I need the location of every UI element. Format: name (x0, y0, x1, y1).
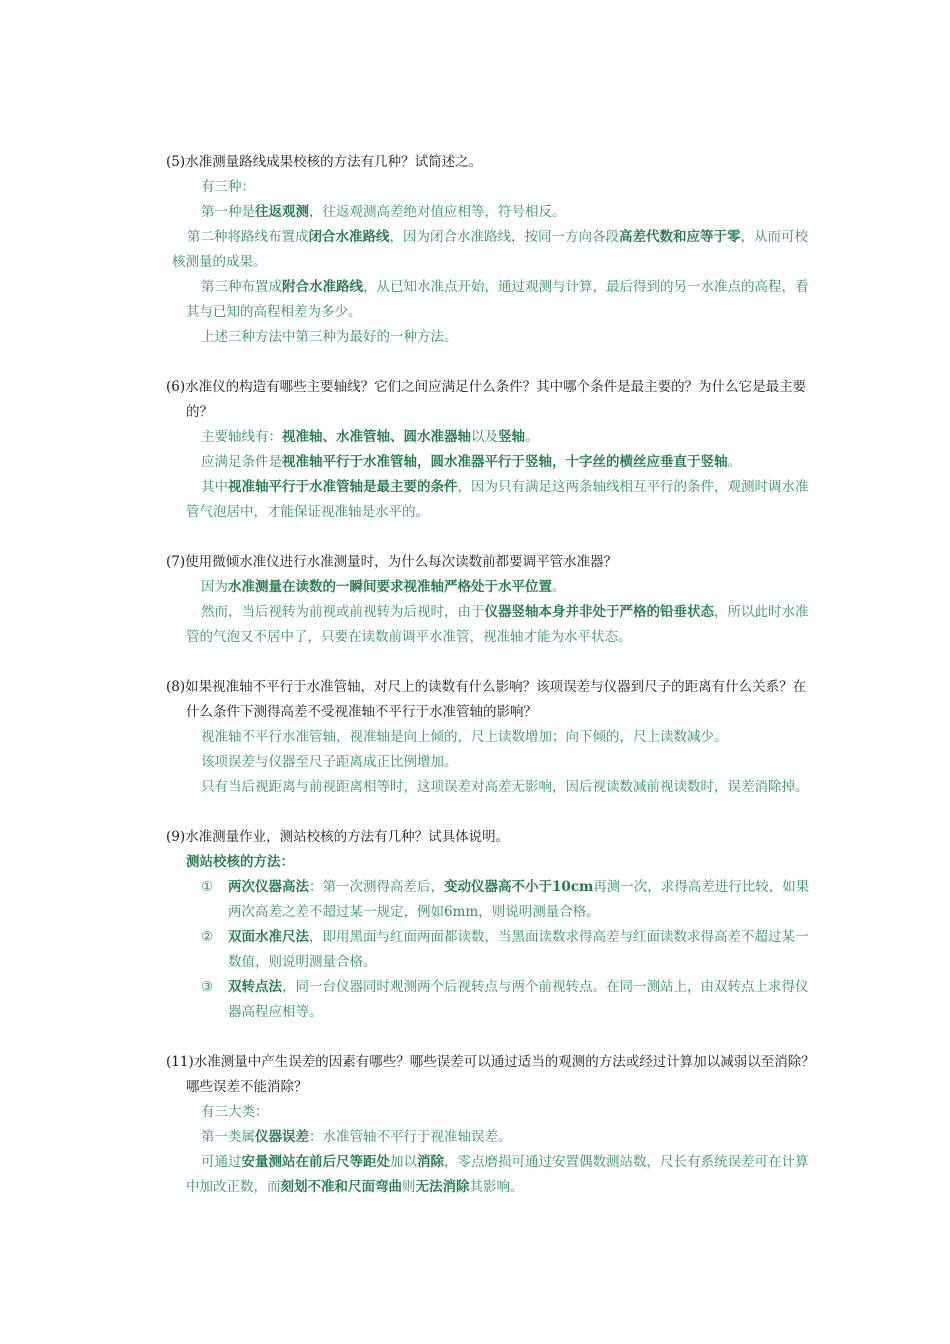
list-item: ② 双面水准尺法，即用黑面与红面两面都读数，当黑面读数求得高差与红面读数求得高差不超过某一数值，则说明测量合格。 (201, 929, 809, 970)
answer-text: 第一种是往返观测，往返观测高差绝对值应相等，符号相反。 (201, 204, 566, 220)
question-5: (5)水准测量路线成果校核的方法有几种？试简述之。 (166, 154, 483, 170)
answer-text: 该项误差与仪器至尺子距离成正比例增加。 (201, 754, 458, 770)
answer-text: 可通过安量测站在前后尺等距处加以消除，零点磨损可通过安置偶数测站数，尺长有系统误差可在计算中加改正数，而刻划不准和尺面弯曲则无法消除其影响。 (186, 1154, 809, 1195)
answer-text: 其中视准轴平行于水准管轴是最主要的条件，因为只有满足这两条轴线相互平行的条件，观测时调水准管气泡居中，才能保证视准轴是水平的。 (186, 479, 809, 520)
answer-text: 第二种将路线布置成闭合水准路线，因为闭合水准路线，按同一方向各段高差代数和应等于零，从而可校核测量的成果。 (172, 229, 808, 270)
list-item: ③ 双转点法，同一台仪器同时观测两个后视转点与两个前视转点。在同一测站上，由双转点上求得仪器高程应相等。 (201, 979, 809, 1020)
question-11: (11)水准测量中产生误差的因素有哪些？哪些误差可以通过适当的观测的方法或经过计算加以减弱以至消除？哪些误差不能消除？ (166, 1054, 815, 1095)
answer-text: 第三种布置成附合水准路线，从已知水准点开始，通过观测与计算，最后得到的另一水准点的高程，看其与已知的高程相差为多少。 (186, 279, 809, 320)
question-6: (6)水准仪的构造有哪些主要轴线？它们之间应满足什么条件？其中哪个条件是最主要的？为什么它是最主要的？ (166, 379, 807, 420)
section-subtitle: 测站校核的方法： (186, 854, 294, 870)
answer-text: 视准轴不平行水准管轴，视准轴是向上倾的，尺上读数增加；向下倾的，尺上读数减少。 (201, 729, 728, 745)
answer-text: 然而，当后视转为前视或前视转为后视时，由于仪器竖轴本身并非处于严格的铅垂状态，所以此时水准管的气泡又不居中了，只要在读数前调平水准管，视准轴才能为水平状态。 (186, 604, 809, 645)
question-8: (8)如果视准轴不平行于水准管轴，对尺上的读数有什么影响？该项误差与仪器到尺子的距离有什么关系？在什么条件下测得高差不受视准轴不平行于水准管轴的影响？ (166, 679, 807, 720)
answer-text: 主要轴线有：视准轴、水准管轴、圆水准器轴以及竖轴。 (201, 429, 539, 445)
answer-text: 有三大类： (201, 1104, 269, 1120)
question-7: (7)使用微倾水准仪进行水准测量时，为什么每次读数前都要调平管水准器？ (166, 554, 618, 570)
answer-text: 应满足条件是视准轴平行于水准管轴，圆水准器平行于竖轴，十字丝的横丝应垂直于竖轴。 (201, 454, 741, 470)
answer-text: 有三种： (201, 179, 255, 195)
answer-text: 第一类属仪器误差：水准管轴不平行于视准轴误差。 (201, 1129, 512, 1145)
answer-text: 只有当后视距离与前视距离相等时，这项误差对高差无影响，因后视读数减前视读数时，误差消除掉。 (201, 779, 809, 795)
question-9: (9)水准测量作业，测站校核的方法有几种？试具体说明。 (166, 829, 510, 845)
list-item: ① 两次仪器高法：第一次测得高差后，变动仪器高不小于10cm再测一次，求得高差进行比较，如果两次高差之差不超过某一规定，例如6mm，则说明测量合格。 (201, 879, 810, 920)
document-content (166, 150, 816, 1200)
answer-text: 因为水准测量在读数的一瞬间要求视准轴严格处于水平位置。 (201, 579, 566, 595)
answer-text: 上述三种方法中第三种为最好的一种方法。 (201, 329, 458, 345)
